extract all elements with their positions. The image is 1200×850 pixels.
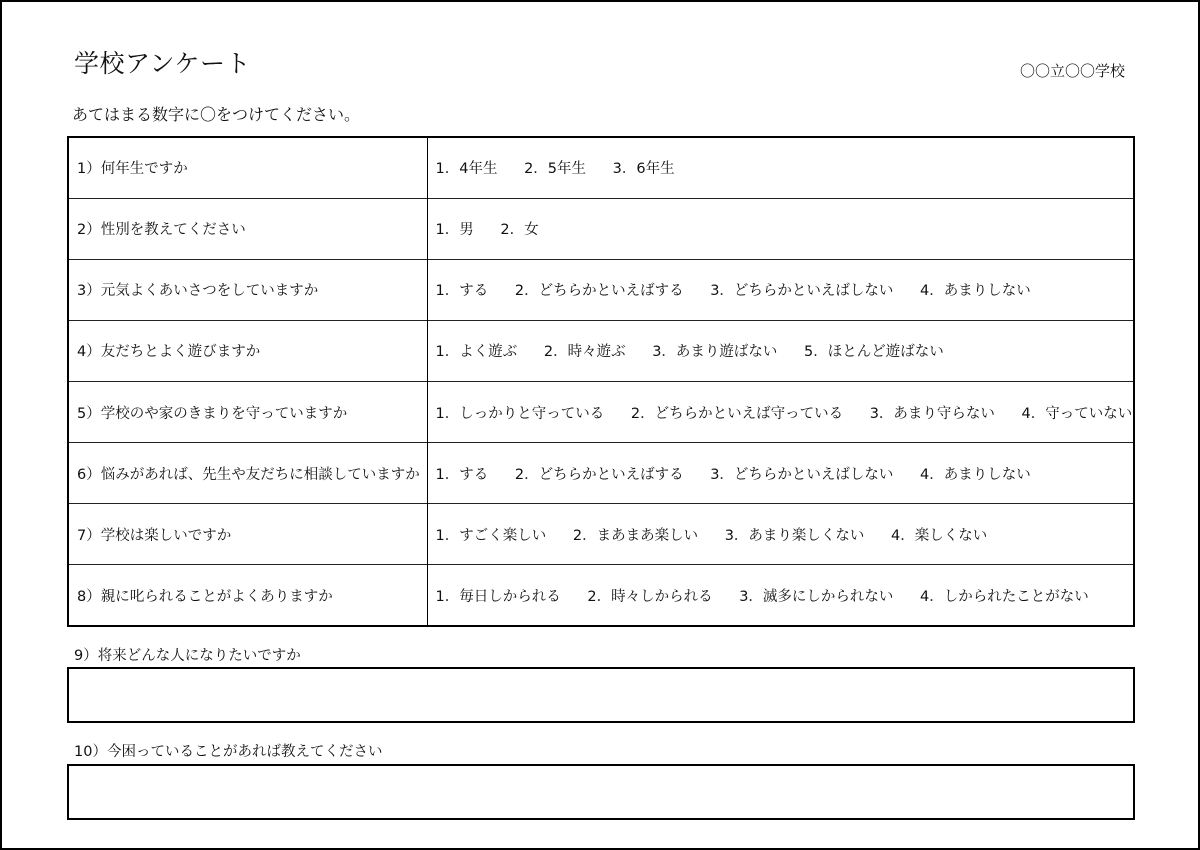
survey-table (67, 136, 1135, 627)
question-row-7 (68, 504, 1134, 565)
answer-options (427, 320, 1134, 381)
answer-option[interactable]: 3．6年生 (612, 161, 675, 178)
answer-option[interactable]: 4．楽しくない (891, 527, 988, 544)
answer-options (427, 137, 1134, 198)
answer-option[interactable]: 1．毎日しかられる (435, 588, 561, 605)
answer-option[interactable]: 2．5年生 (524, 161, 587, 178)
answer-option[interactable]: 3．あまり遊ばない (652, 344, 778, 361)
answer-option[interactable]: 3．あまり楽しくない (724, 527, 865, 544)
answer-option[interactable]: 2．どちらかといえばする (514, 283, 684, 300)
instruction-text: あてはまる数字に〇をつけてください。 (72, 105, 361, 124)
question-label: 7）学校は楽しいですか (68, 504, 427, 565)
question-label: 6）悩みがあれば、先生や友だちに相談していますか (68, 443, 427, 504)
answer-option[interactable]: 1．しっかりと守っている (435, 405, 605, 422)
question-label: 4）友だちとよく遊びますか (68, 320, 427, 381)
question-row-5 (68, 382, 1134, 443)
answer-option[interactable]: 5．ほとんど遊ばない (804, 344, 944, 361)
answer-option[interactable]: 3．滅多にしかられない (739, 588, 894, 605)
answer-option[interactable]: 4．あまりしない (920, 466, 1031, 483)
school-name: 〇〇立〇〇学校 (1020, 62, 1126, 80)
answer-option[interactable]: 4．しかられたことがない (920, 588, 1089, 605)
answer-option[interactable]: 4．守っていない (1021, 405, 1133, 422)
answer-option[interactable]: 2．どちらかといえば守っている (630, 405, 844, 422)
free-question-9-label: 9）将来どんな人になりたいですか (74, 648, 301, 664)
question-label: 3）元気よくあいさつをしていますか (68, 259, 427, 320)
question-row-8 (68, 565, 1134, 626)
question-row-3 (68, 259, 1134, 320)
answer-option[interactable]: 3．どちらかといえばしない (710, 466, 894, 483)
answer-option[interactable]: 1．する (435, 466, 489, 483)
answer-option[interactable]: 2．女 (500, 222, 539, 239)
page-title: 学校アンケート (74, 49, 252, 78)
answer-option[interactable]: 1．よく遊ぶ (435, 344, 518, 361)
answer-options (427, 504, 1134, 565)
answer-option[interactable]: 1．すごく楽しい (435, 527, 547, 544)
answer-options (427, 259, 1134, 320)
question-label: 5）学校のや家のきまりを守っていますか (68, 382, 427, 443)
answer-option[interactable]: 2．時々遊ぶ (543, 344, 626, 361)
question-label: 1）何年生ですか (68, 137, 427, 198)
free-answer-10-box[interactable] (67, 764, 1135, 820)
answer-options (427, 198, 1134, 259)
answer-option[interactable]: 1．4年生 (435, 161, 498, 178)
answer-option[interactable]: 2．まあまあ楽しい (572, 527, 699, 544)
question-row-6 (68, 443, 1134, 504)
answer-option[interactable]: 2．時々しかられる (587, 588, 713, 605)
answer-option[interactable]: 1．する (435, 283, 489, 300)
question-label: 8）親に叱られることがよくありますか (68, 565, 427, 626)
free-question-10-label: 10）今困っていることがあれば教えてください (74, 744, 383, 760)
answer-option[interactable]: 3．どちらかといえばしない (710, 283, 894, 300)
answer-option[interactable]: 3．あまり守らない (869, 405, 995, 422)
answer-options (427, 565, 1134, 626)
question-row-2 (68, 198, 1134, 259)
answer-option[interactable]: 4．あまりしない (920, 283, 1031, 300)
answer-options (427, 382, 1134, 443)
question-row-4 (68, 320, 1134, 381)
answer-options (427, 443, 1134, 504)
answer-option[interactable]: 1．男 (435, 222, 474, 239)
question-label: 2）性別を教えてください (68, 198, 427, 259)
question-row-1 (68, 137, 1134, 198)
free-answer-9-box[interactable] (67, 667, 1135, 723)
answer-option[interactable]: 2．どちらかといえばする (514, 466, 684, 483)
